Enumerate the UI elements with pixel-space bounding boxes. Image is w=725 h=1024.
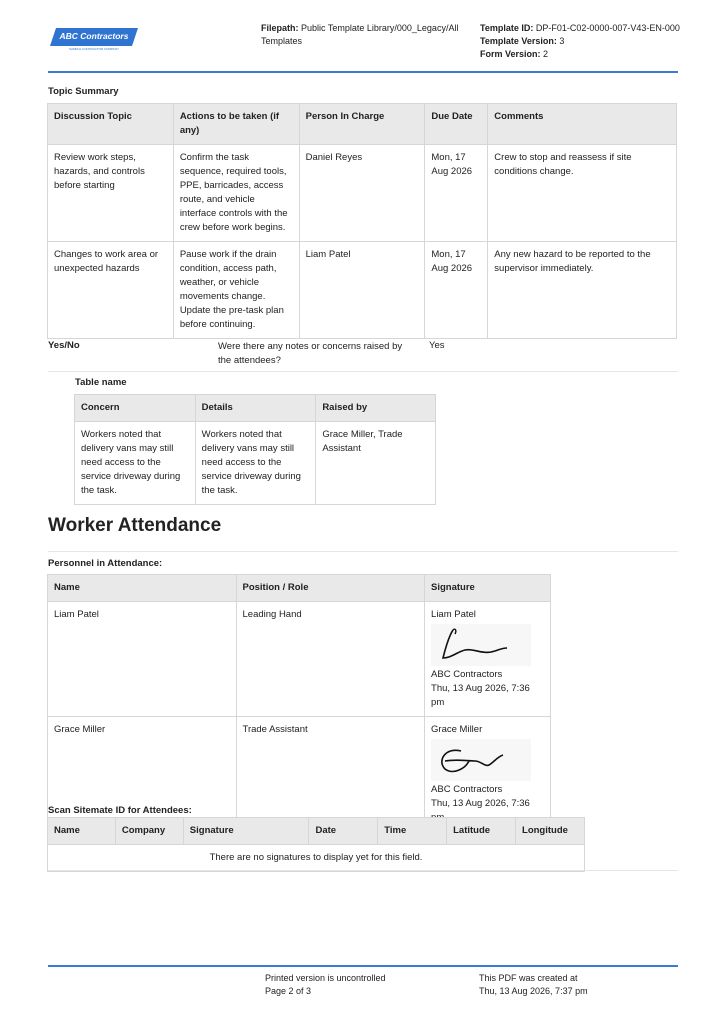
signature-time: Thu, 13 Aug 2026, 7:36 pm: [431, 683, 530, 708]
table-header-row: [48, 104, 677, 145]
yesno-answer: Yes: [429, 340, 445, 351]
scan-title: Scan Sitemate ID for Attendees:: [48, 805, 192, 816]
column-header: Raised by: [316, 395, 436, 422]
yesno-question: Were there any notes or concerns raised by the attendees?: [218, 341, 403, 366]
attendee-role: Leading Hand: [236, 602, 425, 717]
filepath-value: Public Template Library/000_Legacy/All Templates: [261, 23, 459, 46]
signature-image: [431, 739, 531, 781]
table-cell: Review work steps, hazards, and controls before starting: [48, 145, 174, 242]
personnel-title: Personnel in Attendance:: [48, 558, 163, 569]
table-header-row: [48, 575, 551, 602]
table-row: [48, 145, 677, 242]
header-divider: [48, 71, 678, 73]
company-logo: [50, 26, 138, 50]
created-time: Thu, 13 Aug 2026, 7:37 pm: [479, 986, 588, 996]
column-header: Actions to be taken (if any): [173, 104, 299, 145]
scan-table: [47, 817, 585, 872]
attendee-role: Trade Assistant: [236, 717, 425, 832]
footer-left: [265, 972, 386, 998]
column-header: Discussion Topic: [48, 104, 174, 145]
table-cell: Confirm the task sequence, required tools, PPE, barricades, access route, and vehicle interface controls with the crew before work begins.: [173, 145, 299, 242]
divider: [48, 551, 678, 552]
column-header: Time: [378, 818, 447, 845]
empty-message: There are no signatures to display yet for this field.: [48, 845, 585, 872]
signature-name: Grace Miller: [431, 724, 483, 735]
table-row: [48, 602, 551, 717]
signature-cell: [425, 717, 551, 832]
template-info: [480, 22, 700, 61]
column-header: Signature: [183, 818, 309, 845]
table-header-row: [48, 818, 585, 845]
table-cell: Mon, 17 Aug 2026: [425, 242, 488, 339]
attendee-name: Grace Miller: [48, 717, 237, 832]
yesno-label: Yes/No: [48, 340, 80, 351]
column-header: Longitude: [516, 818, 585, 845]
personnel-table: [47, 574, 551, 832]
signature-time: Thu, 13 Aug 2026, 7:36: [431, 798, 530, 809]
column-header: Comments: [488, 104, 677, 145]
table-cell: Pause work if the drain condition, access path, weather, or vehicle movements change. Update the pre-task plan before continuing.: [173, 242, 299, 339]
template-id-value: DP-F01-C02-0000-007-V43-EN-000: [535, 23, 680, 33]
template-id-label: Template ID:: [480, 23, 534, 33]
table-cell: Crew to stop and reassess if site conditions change.: [488, 145, 677, 242]
column-header: Signature: [425, 575, 551, 602]
table-header-row: [75, 395, 436, 422]
column-header: Name: [48, 818, 116, 845]
column-header: Date: [309, 818, 378, 845]
column-header: Due Date: [425, 104, 488, 145]
table-cell: Liam Patel: [299, 242, 425, 339]
column-header: Details: [195, 395, 316, 422]
table-row: [48, 242, 677, 339]
page-number: Page 2 of 3: [265, 986, 312, 996]
attendee-name: Liam Patel: [48, 602, 237, 717]
filepath: [261, 22, 461, 48]
column-header: Person In Charge: [299, 104, 425, 145]
table-cell: Mon, 17 Aug 2026: [425, 145, 488, 242]
footer-divider: [48, 965, 678, 967]
column-header: Company: [115, 818, 183, 845]
divider: [48, 371, 678, 372]
topic-summary-title: Topic Summary: [48, 86, 119, 97]
uncontrolled-note: Printed version is uncontrolled: [265, 973, 386, 983]
column-header: Position / Role: [236, 575, 425, 602]
table-cell: Workers noted that delivery vans may still need access to the service driveway during the task.: [195, 422, 316, 505]
divider: [48, 870, 678, 871]
column-header: Name: [48, 575, 237, 602]
column-header: Concern: [75, 395, 196, 422]
signature-image: [431, 624, 531, 666]
form-version-value: 2: [543, 49, 549, 59]
concerns-table-title: Table name: [75, 377, 127, 388]
table-row: [75, 422, 436, 505]
filepath-label: Filepath:: [261, 23, 299, 33]
created-label: This PDF was created at: [479, 973, 578, 983]
logo-subtext: SAMPLE CONTRACTOR COMPANY: [69, 47, 119, 51]
footer-right: [479, 972, 588, 998]
topic-summary-table: [47, 103, 677, 339]
table-cell: Grace Miller, Trade Assistant: [316, 422, 436, 505]
concerns-table: [74, 394, 436, 505]
signature-company: ABC Contractors: [431, 669, 503, 680]
logo-text: ABC Contractors: [59, 31, 129, 41]
table-cell: Any new hazard to be reported to the supervisor immediately.: [488, 242, 677, 339]
table-cell: Daniel Reyes: [299, 145, 425, 242]
template-version-label: Template Version:: [480, 36, 557, 46]
signature-name: Liam Patel: [431, 609, 476, 620]
table-row: [48, 845, 585, 872]
attendance-heading: Worker Attendance: [48, 515, 222, 536]
table-cell: Workers noted that delivery vans may still need access to the service driveway during the task.: [75, 422, 196, 505]
signature-cell: [425, 602, 551, 717]
table-cell: Changes to work area or unexpected hazards: [48, 242, 174, 339]
signature-company: ABC Contractors: [431, 784, 503, 795]
form-version-label: Form Version:: [480, 49, 541, 59]
column-header: Latitude: [447, 818, 516, 845]
template-version-value: 3: [559, 36, 565, 46]
